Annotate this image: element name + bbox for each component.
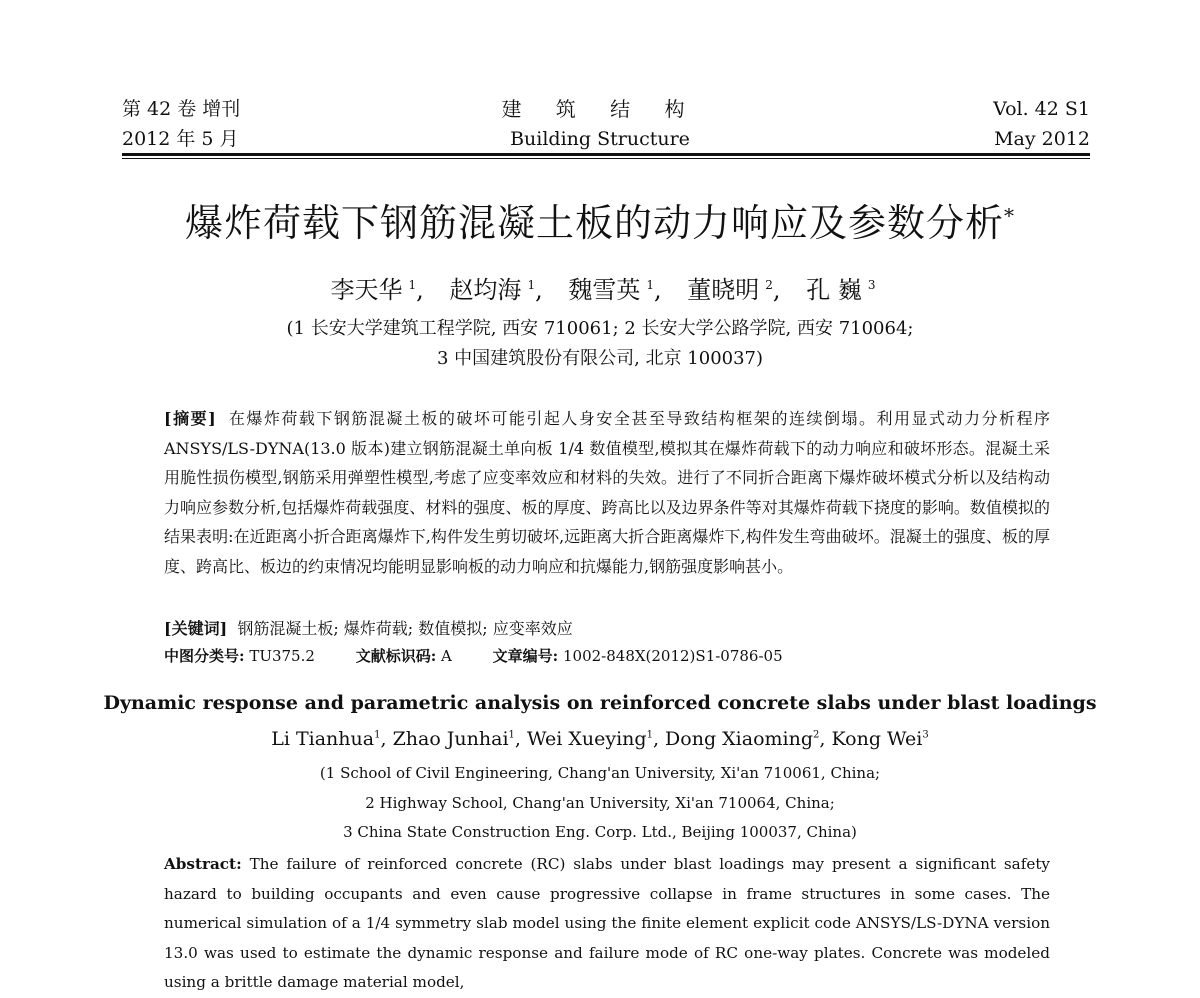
affiliation-line: (1 长安大学建筑工程学院, 西安 710061; 2 长安大学公路学院, 西安 710064; <box>286 318 914 339</box>
volume-issue: 第 42 卷 增刊 <box>122 98 241 120</box>
author-en: Wei Xueying$^1$, <box>527 728 659 750</box>
author: 董晓明 $^2$, <box>687 276 781 304</box>
abstract-en-text: The failure of reinforced concrete (RC) slabs under blast loadings may present a significant safety hazard to building occupants and even cause progressive collapse in frame structures in some cases. The numerical simulation of a 1/4 symmetry slab model using the finite element explicit code ANSYS/LS-DYNA version 13.0 was used to estimate the dynamic response and failure mode of RC one-way plates. Concrete was modeled using a brittle damage material model, <box>164 855 1051 991</box>
abstract-cn-label: [摘要] <box>164 409 216 428</box>
abstract-cn-text: 在爆炸荷载下钢筋混凝土板的破坏可能引起人身安全甚至导致结构框架的连续倒塌。利用显式动力分析程序 ANSYS/LS-DYNA(13.0 版本)建立钢筋混凝土单向板 1/4 数值模型,模拟其在爆炸荷载下的动力响应和破坏形态。混凝土采用脆性损伤模型,钢筋采用弹塑性模型,考虑了应变率效应和材料的失效。进行了不同折合距离下爆炸破坏模式分析以及结构动力响应参数分析,包括爆炸荷载强度、材料的强度、板的厚度、跨高比以及边界条件等对其爆炸荷载下挠度的影响。数值模拟的结果表明:在近距离小折合距离爆炸下,构件发生剪切破坏,远距离大折合距离爆炸下,构件发生弯曲破坏。混凝土的强度、板的厚度、跨高比、板边的约束情况均能明显影响板的动力响应和抗爆能力,钢筋强度影响甚小。 <box>164 409 1050 576</box>
abstract-en <box>164 850 1050 998</box>
issue-date: 2012 年 5 月 <box>122 128 239 150</box>
author: 孔 巍 $^3$ <box>806 276 876 304</box>
abstract-en-label: Abstract: <box>164 855 242 873</box>
english-title: Dynamic response and parametric analysis on reinforced concrete slabs under blast loadings <box>103 692 1097 714</box>
english-affiliation-line: 2 Highway School, Chang'an University, Xi'an 710064, China; <box>365 794 835 812</box>
author-en: Li Tianhua$^1$, <box>271 728 387 750</box>
volume-en: Vol. 42 S1 <box>993 98 1090 120</box>
document-code: 文献标识码: A <box>355 647 452 665</box>
date-en: May 2012 <box>994 128 1090 150</box>
author: 李天华 $^1$, <box>330 276 424 304</box>
author-list <box>0 270 1200 305</box>
author: 赵均海 $^1$, <box>449 276 543 304</box>
abstract-cn <box>164 404 1050 582</box>
journal-name-en: Building Structure <box>510 128 690 150</box>
english-affiliation-line: 3 China State Construction Eng. Corp. Ltd., Beijing 100037, China) <box>343 823 857 841</box>
paper-title-text: 爆炸荷载下钢筋混凝土板的动力响应及参数分析 <box>184 201 1004 245</box>
author: 魏雪英 $^1$, <box>568 276 662 304</box>
journal-volume-en <box>993 94 1090 154</box>
keywords-text: 钢筋混凝土板; 爆炸荷载; 数值模拟; 应变率效应 <box>237 619 573 638</box>
english-affiliation-line: (1 School of Civil Engineering, Chang'an University, Xi'an 710061, China; <box>319 764 881 782</box>
clc-number: 中图分类号: TU375.2 <box>164 647 315 665</box>
author-en: Kong Wei$^3$ <box>831 728 929 750</box>
keywords-label: [关键词] <box>164 619 228 638</box>
header-rule-thick <box>122 153 1090 156</box>
classification-line <box>164 645 819 666</box>
keywords <box>164 616 573 639</box>
paper-title <box>0 192 1200 247</box>
affiliation-line: 3 中国建筑股份有限公司, 北京 100037) <box>436 348 764 369</box>
title-footnote-mark: * <box>1004 203 1015 228</box>
journal-name-cn: 建 筑 结 构 <box>501 97 699 121</box>
author-en: Dong Xiaoming$^2$, <box>665 728 826 750</box>
english-author-list <box>0 728 1200 750</box>
header-rule-thin <box>122 158 1090 159</box>
author-en: Zhao Junhai$^1$, <box>392 728 521 750</box>
article-id: 文章编号: 1002-848X(2012)S1-0786-05 <box>492 647 783 665</box>
